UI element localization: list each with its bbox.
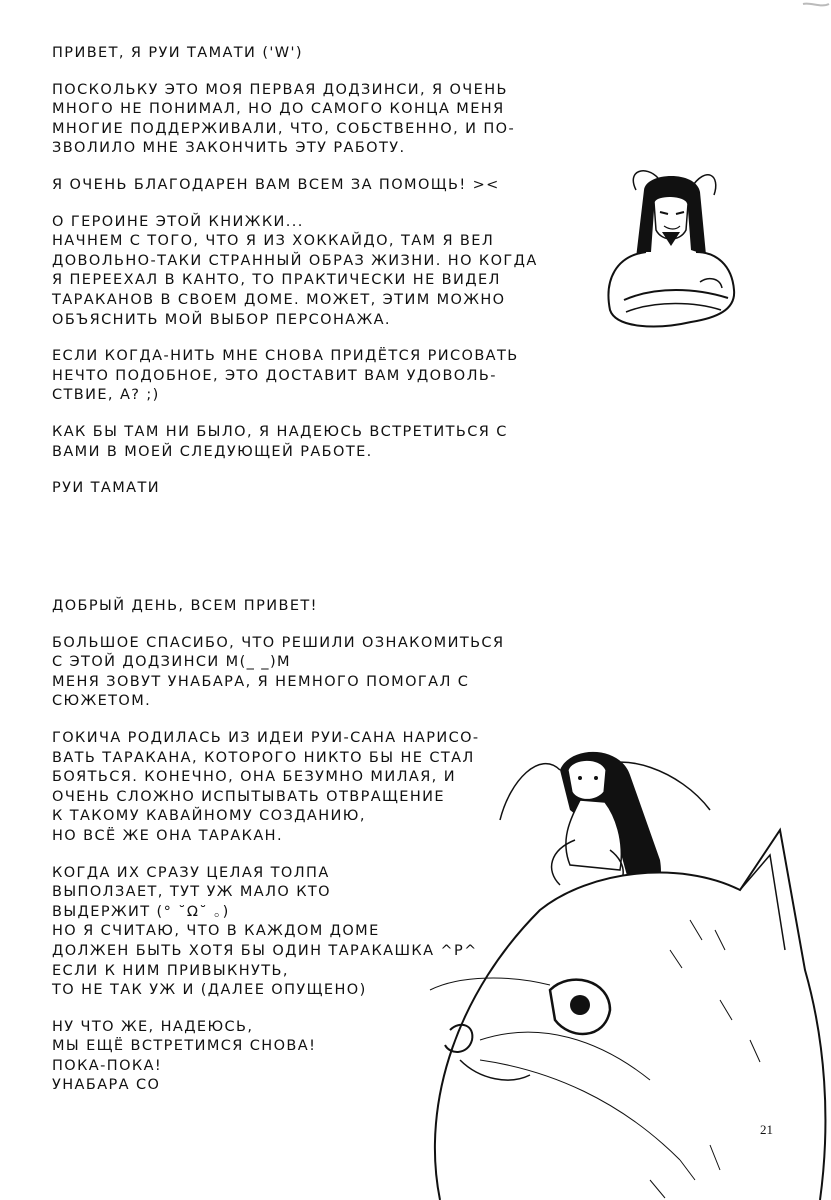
- signature-rui-tamachi: РУИ ТАМАТИ: [52, 480, 160, 497]
- intro-paragraph: БОЛЬШОЕ СПАСИБО, ЧТО РЕШИЛИ ОЗНАКОМИТЬСЯ С ЭТОЙ ДОДЗИНСИ M(_ _)M МЕНЯ ЗОВУТ УНАБАРА, Я НЕМНОГО ПОМОГАЛ С СЮЖЕТОМ.: [52, 634, 505, 710]
- heroine-paragraph: О ГЕРОИНЕ ЭТОЙ КНИЖКИ... НАЧНЕМ С ТОГО, ЧТО Я ИЗ ХОККАЙДО, ТАМ Я ВЕЛ ДОВОЛЬНО-ТАКИ СТРАННЫЙ ОБРАЗ ЖИЗНИ. НО КОГДА Я ПЕРЕЕХАЛ В КАНТО, ТО ПРАКТИЧЕСКИ НЕ ВИДЕЛ ТАРАКАНОВ В СВОЕМ ДОМЕ. МОЖЕТ, ЭТИМ МОЖНО ОБЪЯСНИТЬ МОЙ ВЫБОР ПЕРСОНАЖА.: [52, 213, 538, 328]
- crowd-paragraph: КОГДА ИХ СРАЗУ ЦЕЛАЯ ТОЛПА ВЫПОЛЗАЕТ, ТУТ УЖ МАЛО КТО ВЫДЕРЖИТ (° ˘Ω˘ 。) НО Я СЧИТАЮ, ЧТО В КАЖДОМ ДОМЕ ДОЛЖЕН БЫТЬ ХОТЯ БЫ ОДИН ТАРАКАШКА ^P^ ЕСЛИ К НИМ ПРИВЫКНУТЬ, ТО НЕ ТАК УЖ И (ДАЛЕЕ ОПУЩЕНО): [52, 864, 478, 999]
- gokicha-paragraph: ГОКИЧА РОДИЛАСЬ ИЗ ИДЕИ РУИ-САНА НАРИСО- ВАТЬ ТАРАКАНА, КОТОРОГО НИКТО БЫ НЕ СТАЛ БОЯТЬСЯ. КОНЕЧНО, ОНА БЕЗУМНО МИЛАЯ, И ОЧЕНЬ СЛОЖНО ИСПЫТЫВАТЬ ОТВРАЩЕНИЕ К ТАКОМУ КАВАЙНОМУ СОЗДАНИЮ, НО ВСЁ ЖЕ ОНА ТАРАКАН.: [52, 729, 480, 844]
- page-number: 21: [760, 1122, 773, 1137]
- author-note-rui-tamachi: [52, 44, 572, 516]
- hello-paragraph: ДОБРЫЙ ДЕНЬ, ВСЕМ ПРИВЕТ!: [52, 598, 318, 614]
- farewell-paragraph: НУ ЧТО ЖЕ, НАДЕЮСЬ, МЫ ЕЩЁ ВСТРЕТИМСЯ СНОВА! ПОКА-ПОКА! УНАБАРА СО: [52, 1018, 317, 1094]
- next-work-paragraph: КАК БЫ ТАМ НИ БЫЛО, Я НАДЕЮСЬ ВСТРЕТИТЬСЯ С ВАМИ В МОЕЙ СЛЕДУЮЩЕЙ РАБОТЕ.: [52, 423, 508, 460]
- corner-smudge-mark: [801, 0, 831, 14]
- thanks-paragraph: Я ОЧЕНЬ БЛАГОДАРЕН ВАМ ВСЕМ ЗА ПОМОЩЬ! ><: [52, 176, 500, 193]
- long-haired-man-illustration: [596, 160, 746, 340]
- greeting-paragraph: ПРИВЕТ, Я РУИ ТАМАТИ ('W'): [52, 45, 303, 61]
- future-work-paragraph: ЕСЛИ КОГДА-НИТЬ МНЕ СНОВА ПРИДЁТСЯ РИСОВАТЬ НЕЧТО ПОДОБНОЕ, ЭТО ДОСТАВИТ ВАМ УДОВОЛЬ- СТВИЕ, А? ;): [52, 348, 519, 404]
- first-doujinshi-paragraph: ПОСКОЛЬКУ ЭТО МОЯ ПЕРВАЯ ДОДЗИНСИ, Я ОЧЕНЬ МНОГО НЕ ПОНИМАЛ, НО ДО САМОГО КОНЦА МЕНЯ МНОГИЕ ПОДДЕРЖИВАЛИ, ЧТО, СОБСТВЕННО, И ПО- ЗВОЛИЛО МНЕ ЗАКОНЧИТЬ ЭТУ РАБОТУ.: [52, 81, 516, 157]
